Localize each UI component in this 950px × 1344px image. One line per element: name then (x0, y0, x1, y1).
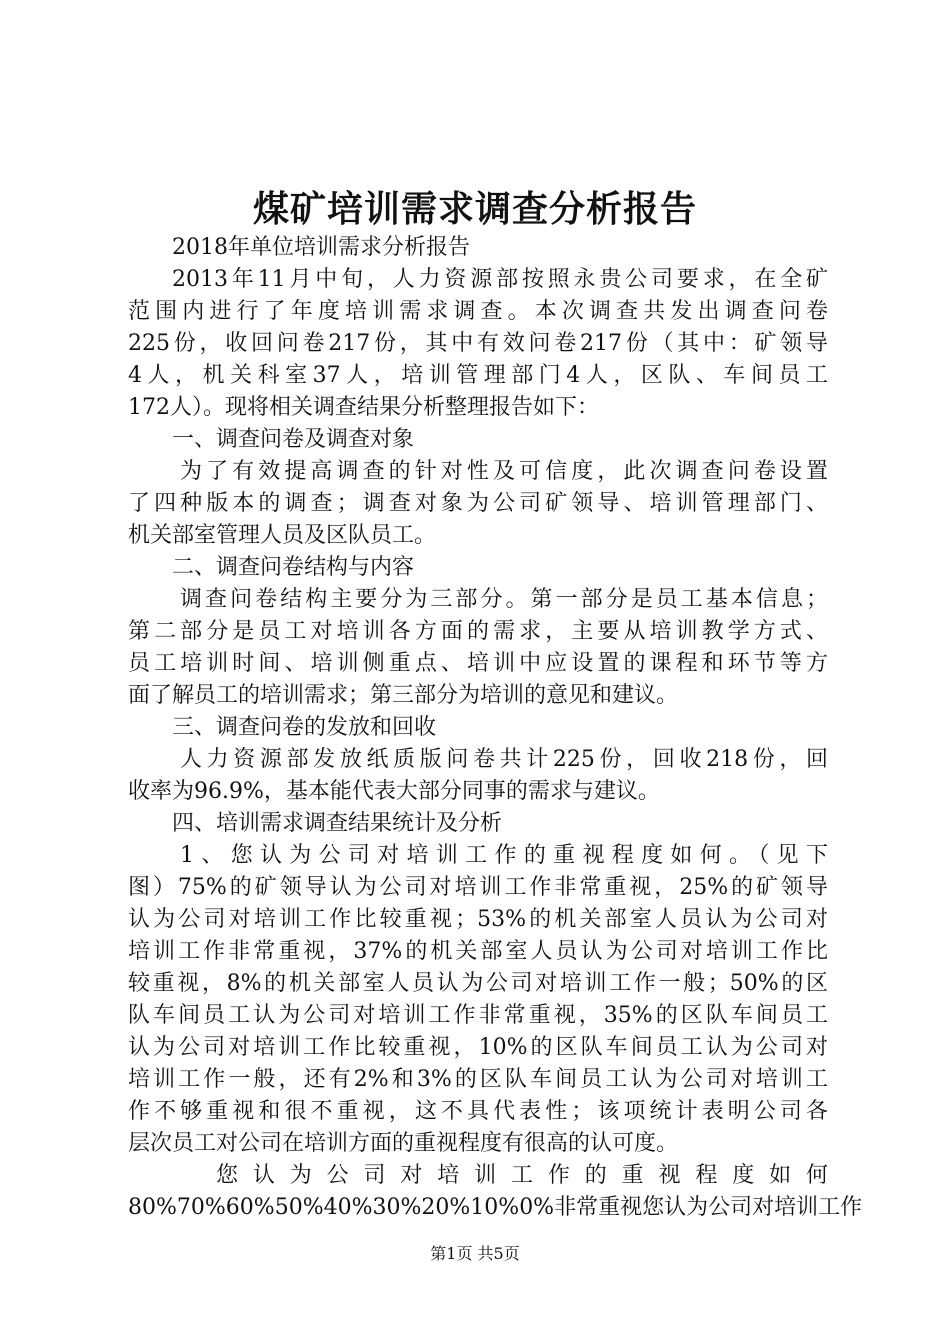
paragraph-line: 172人）。现将相关调查结果分析整理报告如下： (128, 395, 599, 420)
paragraph-line: 队车间员工认为公司对培训工作非常重视，35%的区队车间员工 (128, 1003, 828, 1028)
paragraph-line: 为了有效提高调查的针对性及可信度，此次调查问卷设置 (180, 459, 828, 484)
paragraph-line: 调查问卷结构主要分为三部分。第一部分是员工基本信息； (180, 587, 828, 612)
document-body (128, 232, 863, 1224)
paragraph-line: 225份，收回问卷217份，其中有效问卷217份（其中：矿领导 (128, 331, 828, 356)
section-heading: 一、调查问卷及调查对象 (172, 427, 415, 452)
paragraph-line: 机关部室管理人员及区队员工。 (128, 523, 437, 548)
document-title: 煤矿培训需求调查分析报告 (252, 188, 697, 230)
paragraph-line: 较重视，8%的机关部室人员认为公司对培训工作一般；50%的区 (128, 971, 828, 996)
paragraph-line: 层次员工对公司在培训方面的重视程度有很高的认可度。 (128, 1131, 679, 1156)
paragraph-line: 员工培训时间、培训侧重点、培训中应设置的课程和环节等方 (128, 651, 828, 676)
section-heading: 三、调查问卷的发放和回收 (172, 715, 437, 740)
subtitle-line: 2018年单位培训需求分析报告 (172, 235, 470, 260)
page-footer: 第1页 共5页 (430, 1244, 520, 1263)
paragraph-line: 4人，机关科室37人，培训管理部门4人，区队、车间员工 (128, 363, 828, 388)
paragraph-line: 培训工作非常重视，37%的机关部室人员认为公司对培训工作比 (128, 939, 828, 964)
chart-caption-line: 您认为公司对培训工作的重视程度如何 (216, 1163, 828, 1188)
paragraph-line: 面了解员工的培训需求；第三部分为培训的意见和建议。 (128, 683, 679, 708)
chart-text-line: 80%70%60%50%40%30%20%10%0%非常重视您认为公司对培训工作 (128, 1195, 863, 1220)
paragraph-line: 了四种版本的调查；调查对象为公司矿领导、培训管理部门、 (128, 491, 828, 516)
paragraph-line: 1、您认为公司对培训工作的重视程度如何。（见下 (180, 843, 828, 868)
paragraph-line: 作不够重视和很不重视，这不具代表性；该项统计表明公司各 (128, 1099, 828, 1124)
paragraph-line: 认为公司对培训工作比较重视，10%的区队车间员工认为公司对 (128, 1035, 828, 1060)
paragraph-line: 认为公司对培训工作比较重视；53%的机关部室人员认为公司对 (128, 907, 828, 932)
paragraph-line: 人力资源部发放纸质版问卷共计225份，回收218份，回 (180, 747, 828, 772)
section-heading: 四、培训需求调查结果统计及分析 (172, 811, 503, 836)
paragraph-line: 收率为96.9%，基本能代表大部分同事的需求与建议。 (128, 779, 660, 804)
paragraph-line: 图）75%的矿领导认为公司对培训工作非常重视，25%的矿领导 (128, 875, 828, 900)
paragraph-line: 2013年11月中旬，人力资源部按照永贵公司要求，在全矿 (172, 267, 828, 292)
paragraph-line: 培训工作一般，还有2%和3%的区队车间员工认为公司对培训工 (128, 1067, 828, 1092)
section-heading: 二、调查问卷结构与内容 (172, 555, 415, 580)
paragraph-line: 范围内进行了年度培训需求调查。本次调查共发出调查问卷 (128, 299, 828, 324)
paragraph-line: 第二部分是员工对培训各方面的需求，主要从培训教学方式、 (128, 619, 828, 644)
